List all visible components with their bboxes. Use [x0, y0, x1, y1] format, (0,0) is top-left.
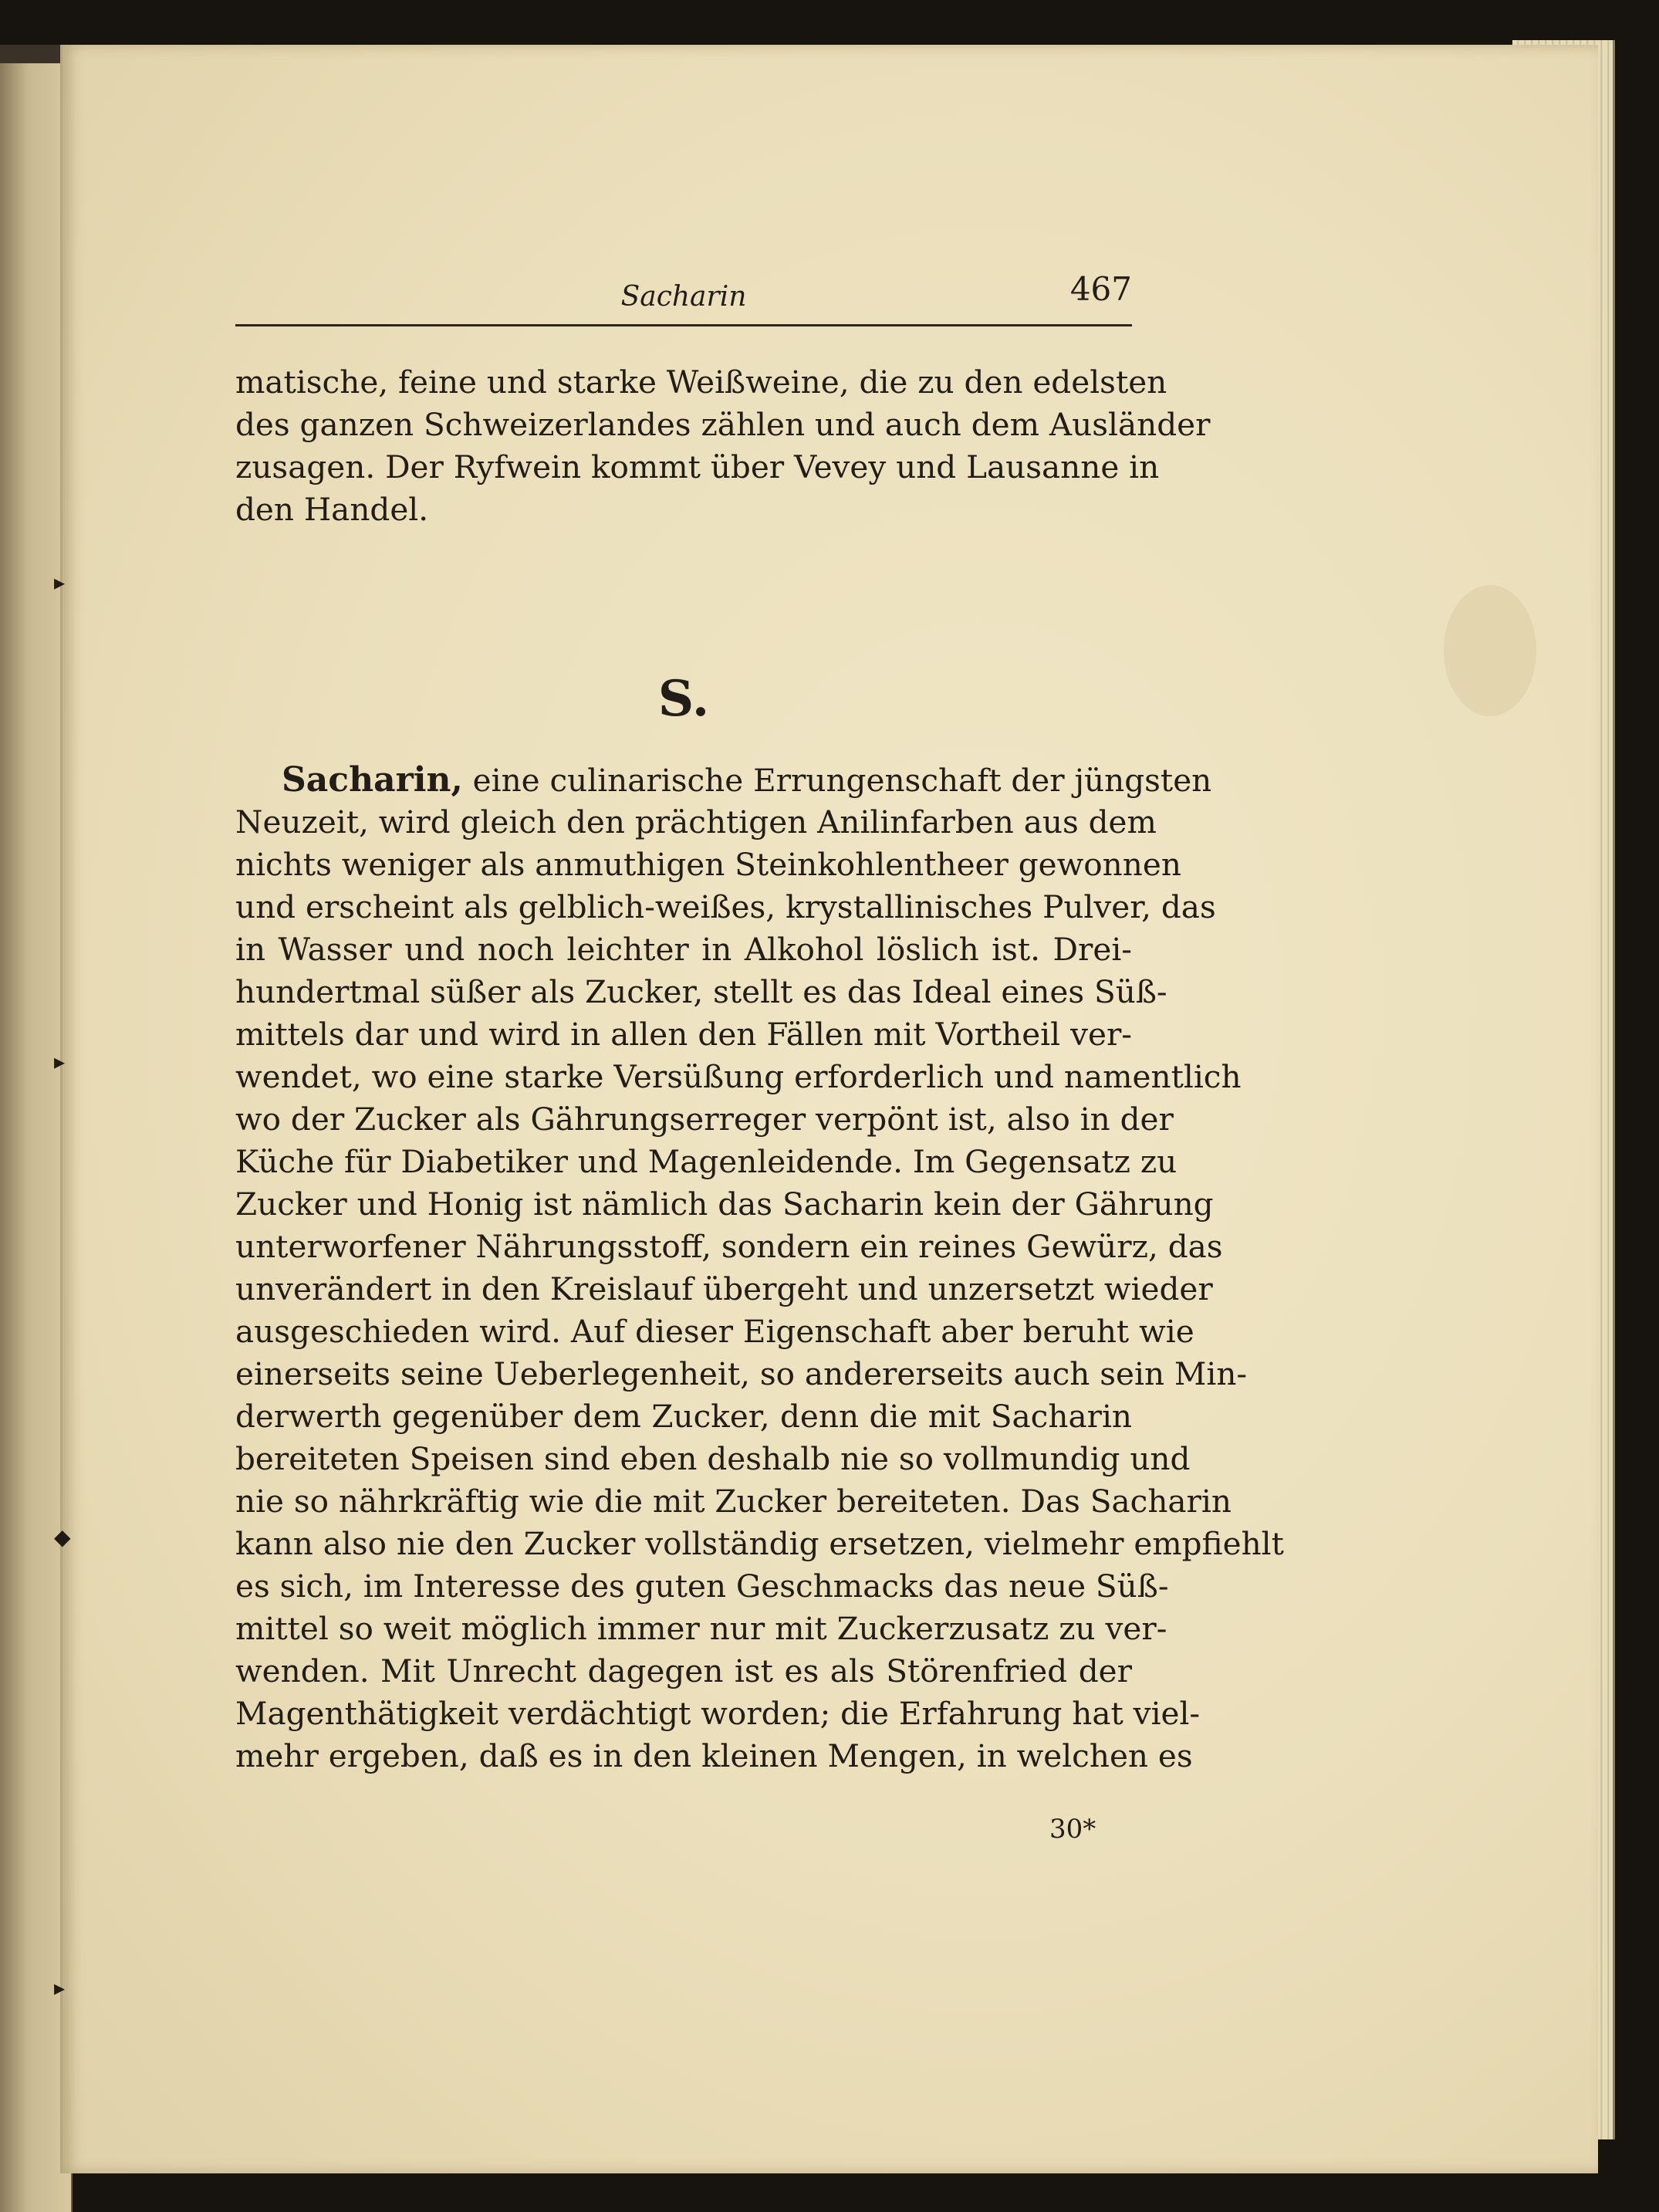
section-heading-letter: S.	[657, 670, 710, 728]
text-line: nie so nährkräftig wie die mit Zucker bereiteten. Das Sacharin	[235, 1483, 1232, 1520]
sewing-mark-1: ▸	[54, 570, 66, 595]
running-head-title: Sacharin	[620, 281, 747, 313]
text-line: Zucker und Honig ist nämlich das Sacharin kein der Gährung	[235, 1185, 1214, 1223]
text-line: es sich, im Interesse des guten Geschmacks das neue Süß-	[235, 1568, 1169, 1605]
text-line: bereiteten Speisen sind eben deshalb nie so vollmundig und	[235, 1440, 1191, 1477]
text-line: kann also nie den Zucker vollständig ersetzen, vielmehr empfiehlt	[235, 1525, 1284, 1562]
text-line: mittels dar und wird in allen den Fällen mit Vortheil ver-	[235, 1016, 1132, 1053]
sewing-mark-3: ◆	[54, 1524, 71, 1550]
text-line: den Handel.	[235, 491, 429, 528]
signature-mark: 30*	[1049, 1814, 1096, 1845]
top-paragraph	[235, 361, 1211, 531]
entry-lemma: Sacharin,	[282, 760, 463, 800]
text-line: ausgeschieden wird. Auf dieser Eigenschaft aber beruht wie	[235, 1313, 1194, 1350]
sewing-mark-2: ▸	[54, 1049, 66, 1074]
text-line: Küche für Diabetiker und Magenleidende. Im Gegensatz zu	[235, 1143, 1178, 1180]
text-line: und erscheint als gelblich-weißes, krystallinisches Pulver, das	[235, 888, 1216, 925]
text-line: unverändert in den Kreislauf übergeht und unzersetzt wieder	[235, 1270, 1213, 1307]
entry-first-line-text: eine culinarische Errungenschaft der jüngsten	[462, 762, 1212, 799]
text-line: Neuzeit, wird gleich den prächtigen Anilinfarben aus dem	[235, 803, 1157, 840]
text-line: matische, feine und starke Weißweine, die zu den edelsten	[235, 364, 1167, 401]
text-line: mehr ergeben, daß es in den kleinen Mengen, in welchen es	[235, 1737, 1193, 1774]
entry-paragraph	[235, 759, 1284, 1777]
text-line: hundertmal süßer als Zucker, stellt es das Ideal eines Süß-	[235, 973, 1167, 1010]
text-line: Magenthätigkeit verdächtigt worden; die Erfahrung hat viel-	[235, 1695, 1201, 1732]
text-line: zusagen. Der Ryfwein kommt über Vevey und Lausanne in	[235, 448, 1160, 485]
text-line: des ganzen Schweizerlandes zählen und auch dem Ausländer	[235, 406, 1211, 443]
text-line: nichts weniger als anmuthigen Steinkohlentheer gewonnen	[235, 846, 1181, 883]
text-line: in Wasser und noch leichter in Alkohol löslich ist. Drei-	[235, 931, 1132, 968]
text-line: wendet, wo eine starke Versüßung erforderlich und namentlich	[235, 1058, 1242, 1095]
text-line: wenden. Mit Unrecht dagegen ist es als Störenfried der	[235, 1652, 1132, 1689]
text-line: einerseits seine Ueberlegenheit, so andererseits auch sein Min-	[235, 1355, 1248, 1392]
paper-stain	[1444, 585, 1536, 716]
entry-first-line	[235, 759, 1212, 801]
text-line: unterworfener Nährungsstoff, sondern ein reines Gewürz, das	[235, 1228, 1223, 1265]
text-line: mittel so weit möglich immer nur mit Zuckerzusatz zu ver-	[235, 1610, 1167, 1647]
sewing-mark-4: ▸	[54, 1975, 66, 2001]
page-number: 467	[1069, 270, 1132, 308]
text-line: wo der Zucker als Gährungserreger verpönt ist, also in der	[235, 1101, 1174, 1138]
running-head	[235, 270, 1132, 326]
text-line: derwerth gegenüber dem Zucker, denn die mit Sacharin	[235, 1398, 1132, 1435]
